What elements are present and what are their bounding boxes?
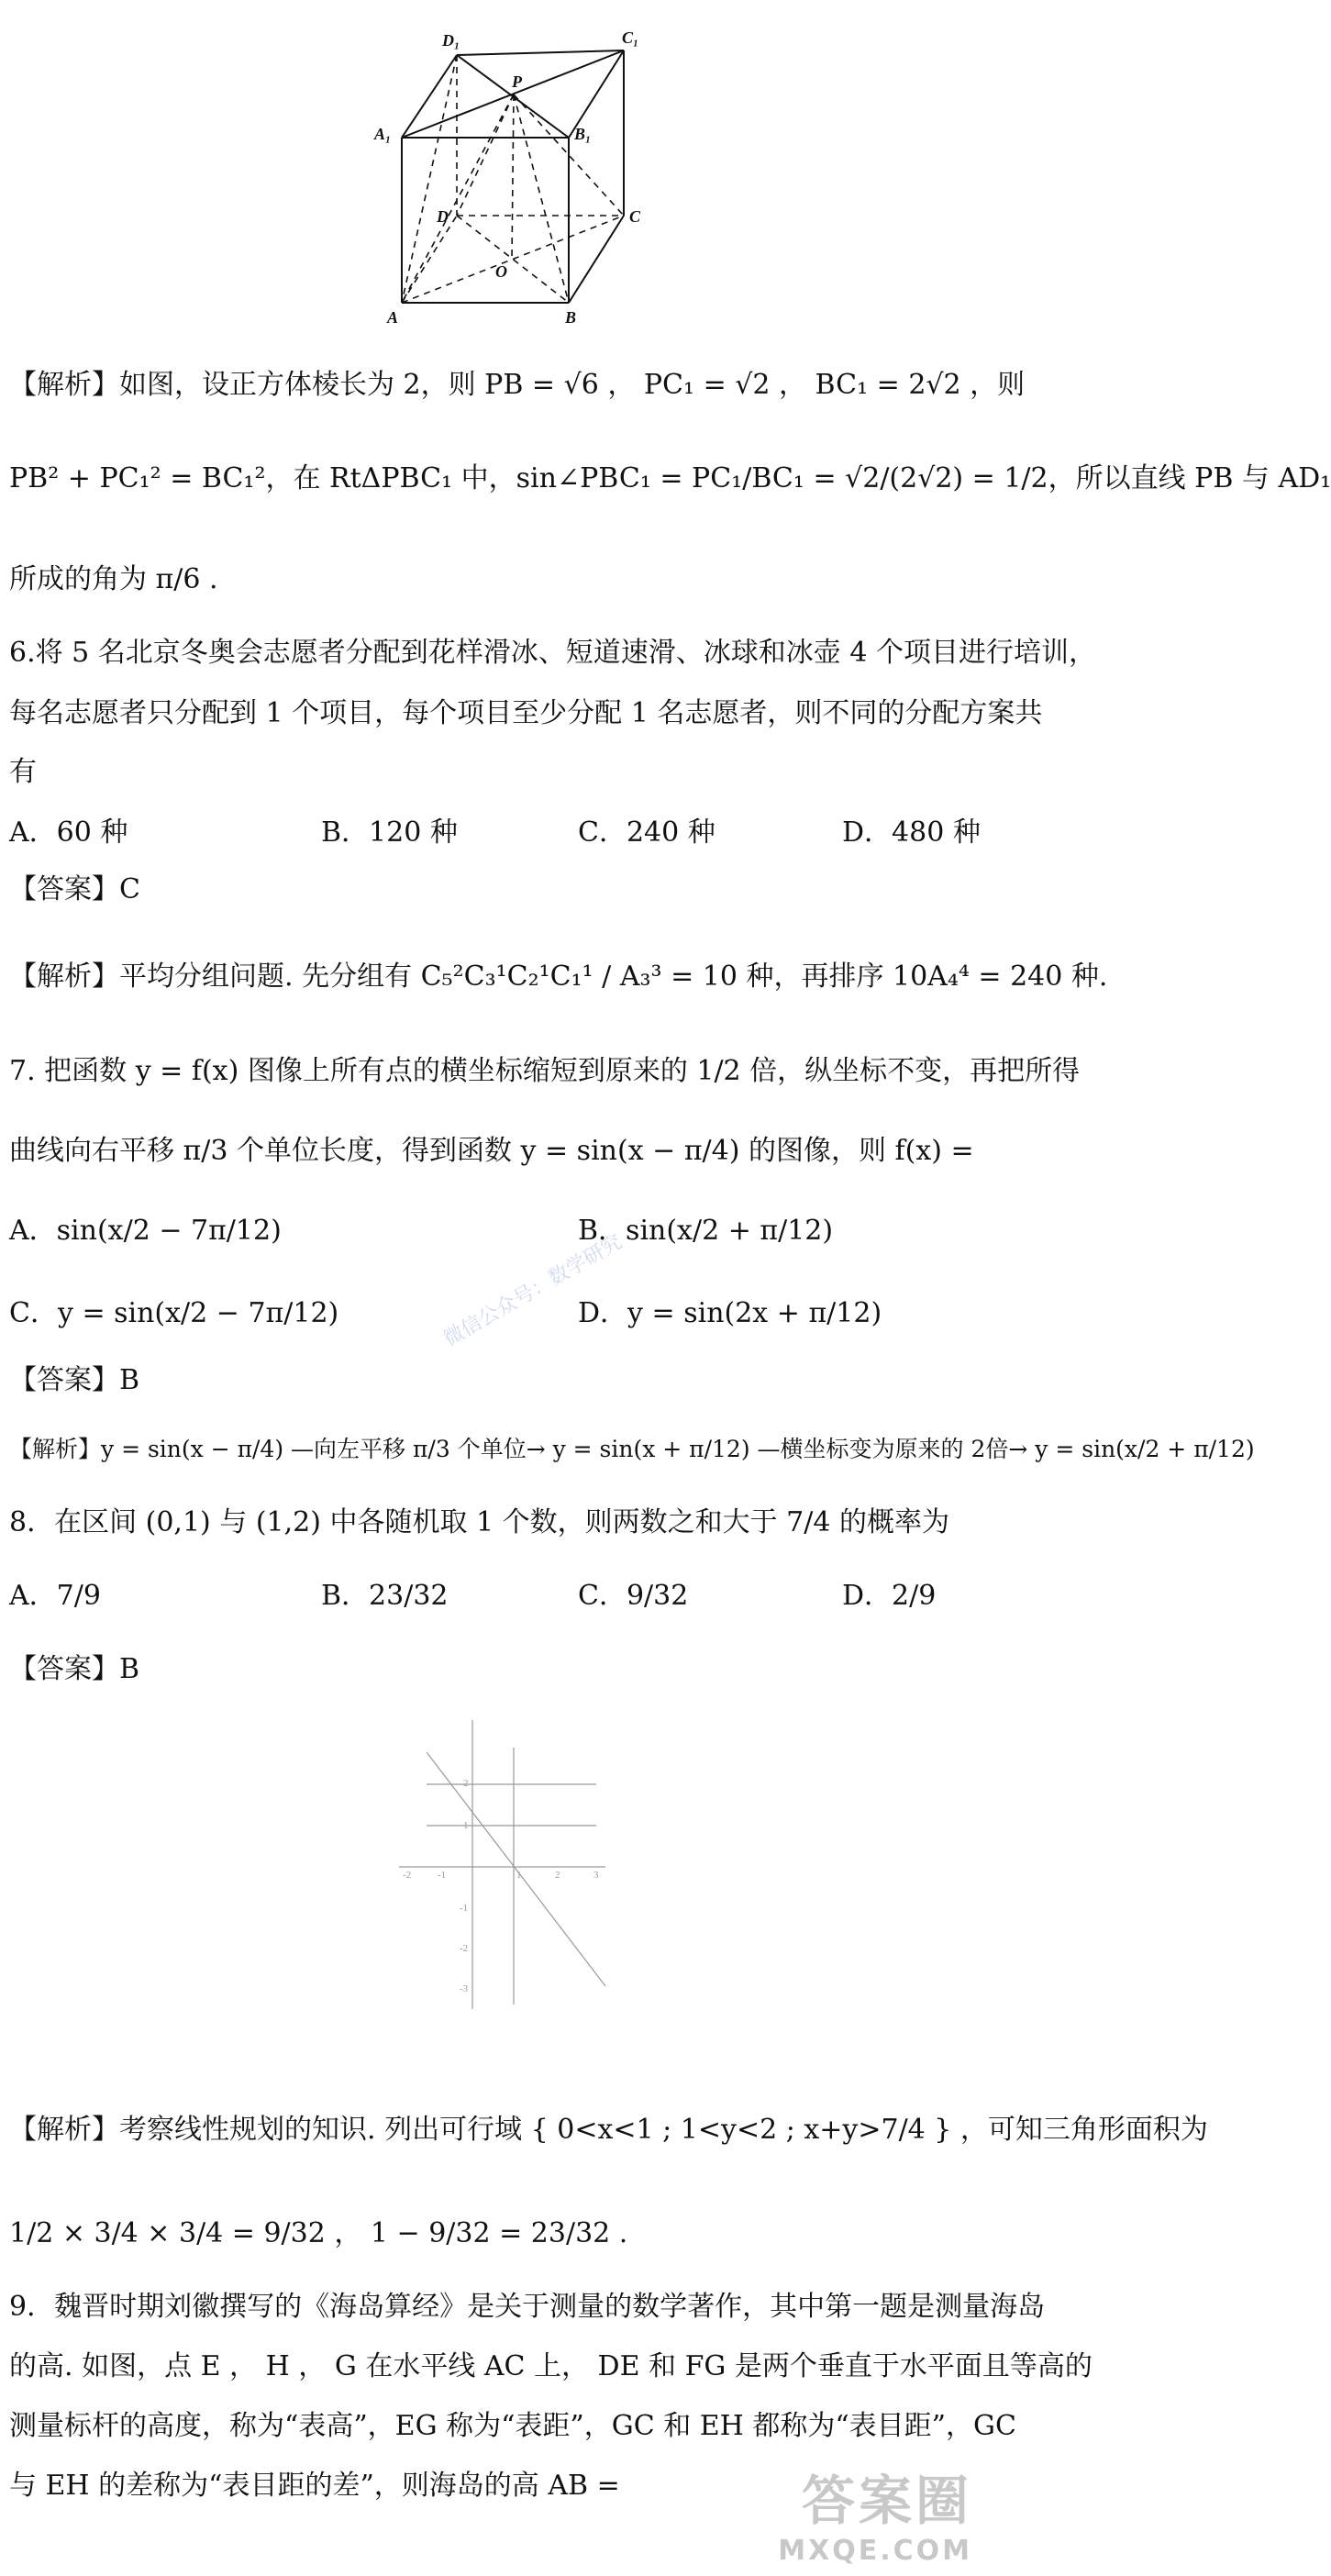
q7-stem-2: 曲线向右平移 π/3 个单位长度，得到函数 y = sin(x − π/4) 的图像，则 f(x) =: [9, 1135, 974, 1167]
q7-stem-1: 7. 把函数 y = f(x) 图像上所有点的横坐标缩短到原来的 1/2 倍，纵坐标不变，再把所得: [9, 1055, 1081, 1087]
label-b1: B₁: [574, 125, 592, 143]
q5-analysis: 【解析】如图，设正方体棱长为 2，则 PB = √6 ， PC₁ = √2 ， BC₁ = 2√2 ，则: [9, 369, 1026, 401]
q7-option-b: B．sin(x/2 + π/12): [578, 1215, 834, 1247]
q8-option-a: A．7/9: [9, 1580, 101, 1612]
q6-answer: 【答案】C: [9, 873, 140, 905]
q7-analysis: 【解析】y = sin(x − π/4) —向左平移 π/3 个单位→ y = sin(x + π/12) —横坐标变为原来的 2倍→ y = sin(x/2 + π/12): [9, 1436, 1255, 1462]
q6-analysis: 【解析】平均分组问题. 先分组有 C₅²C₃¹C₂¹C₁¹ / A₃³ = 10 种，再排序 10A₄⁴ = 240 种.: [9, 960, 1108, 993]
q6-option-a: A．60 种: [9, 816, 128, 849]
label-c1: C₁: [622, 28, 639, 47]
svg-text:-2: -2: [403, 1870, 412, 1881]
q9-stem-1: 9．魏晋时期刘徽撰写的《海岛算经》是关于测量的数学著作，其中第一题是测量海岛: [9, 2291, 1046, 2323]
q7-answer: 【答案】B: [9, 1364, 140, 1396]
q8-option-c: C．9/32: [578, 1580, 689, 1612]
svg-text:-3: -3: [460, 1983, 469, 1994]
feasible-region-plot: [390, 1711, 610, 2014]
svg-text:-2: -2: [460, 1943, 469, 1954]
q9-stem-4: 与 EH 的差称为“表目距的差”，则海岛的高 AB =: [9, 2470, 620, 2502]
corner-logo-text: 答案圈: [801, 2470, 972, 2532]
q6-stem-2: 每名志愿者只分配到 1 个项目，每个项目至少分配 1 名志愿者，则不同的分配方案共: [9, 697, 1043, 729]
svg-text:1: 1: [516, 1870, 522, 1881]
q6-stem-1: 6.将 5 名北京冬奥会志愿者分配到花样滑冰、短道速滑、冰球和冰壶 4 个项目进行培训，: [9, 637, 1096, 669]
q9-stem-2: 的高. 如图，点 E ， H ， G 在水平线 AC 上， DE 和 FG 是两个垂直于水平面且等高的: [9, 2350, 1093, 2382]
svg-text:2: 2: [463, 1778, 469, 1789]
label-a: A: [387, 308, 399, 327]
cube-figure: [367, 18, 670, 330]
q7-option-d: D．y = sin(2x + π/12): [578, 1297, 882, 1329]
label-o: O: [495, 262, 507, 281]
svg-text:1: 1: [463, 1820, 469, 1831]
q8-analysis: 【解析】考察线性规划的知识. 列出可行域 { 0<x<1 ; 1<y<2 ; x+y>7/4 } ，可知三角形面积为: [9, 2114, 1208, 2146]
q6-stem-3: 有: [9, 756, 37, 788]
svg-text:-1: -1: [460, 1903, 469, 1914]
watermark: 微信公众号：数学研究: [439, 1230, 627, 1352]
q6-option-b: B．120 种: [321, 816, 458, 849]
q9-stem-3: 测量标杆的高度，称为“表高”，EG 称为“表距”，GC 和 EH 都称为“表目距”，GC: [9, 2410, 1016, 2442]
label-p: P: [512, 72, 522, 91]
label-d: D: [437, 207, 449, 226]
q5-analysis-3: 所成的角为 π/6 .: [9, 563, 218, 595]
svg-text:-1: -1: [438, 1870, 447, 1881]
svg-text:3: 3: [593, 1870, 599, 1881]
q6-option-d: D．480 种: [842, 816, 981, 849]
corner-logo: [778, 2458, 972, 2567]
q8-option-b: B．23/32: [321, 1580, 449, 1612]
label-d1: D₁: [442, 31, 460, 50]
q8-option-d: D．2/9: [842, 1580, 937, 1612]
q7-option-a: A．sin(x/2 − 7π/12): [9, 1215, 282, 1247]
label-b: B: [565, 308, 577, 327]
q6-option-c: C．240 种: [578, 816, 715, 849]
q8-analysis-2: 1/2 × 3/4 × 3/4 = 9/32 ， 1 − 9/32 = 23/32 .: [9, 2217, 628, 2249]
q8-answer: 【答案】B: [9, 1653, 140, 1685]
q5-analysis-2: PB² + PC₁² = BC₁²，在 RtΔPBC₁ 中，sin∠PBC₁ = PC₁/BC₁ = √2/(2√2) = 1/2，所以直线 PB 与 AD₁: [9, 462, 1331, 494]
label-c: C: [629, 207, 641, 226]
corner-logo-url: MXQE.COM: [778, 2535, 972, 2567]
svg-text:2: 2: [555, 1870, 560, 1881]
label-a1: A₁: [374, 125, 392, 143]
q8-stem: 8．在区间 (0,1) 与 (1,2) 中各随机取 1 个数，则两数之和大于 7/4 的概率为: [9, 1506, 949, 1538]
q7-option-c: C．y = sin(x/2 − 7π/12): [9, 1297, 339, 1329]
